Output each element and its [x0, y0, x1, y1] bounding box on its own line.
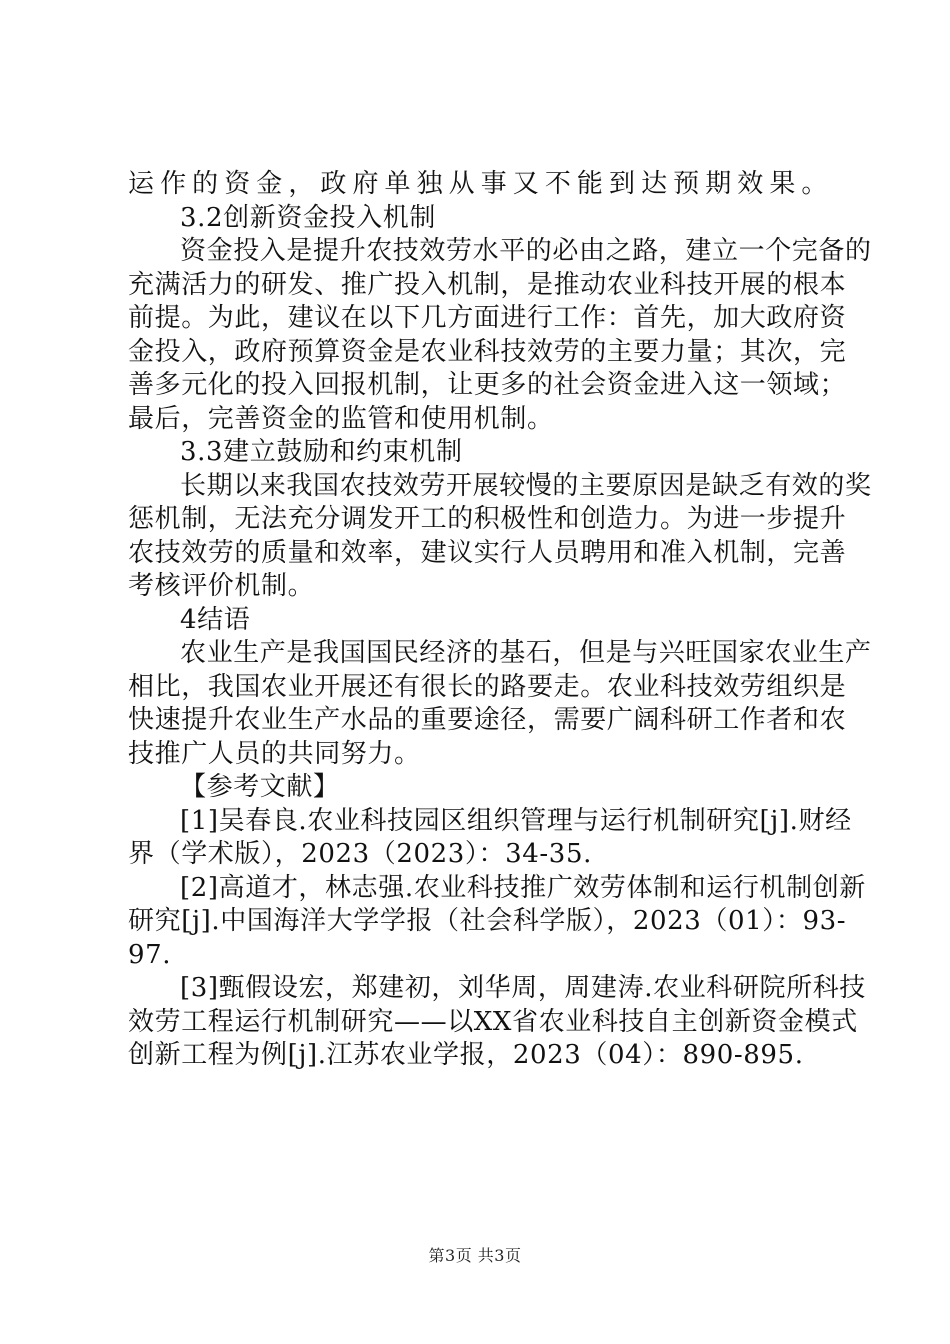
paragraph-line: 农技效劳的质量和效率，建议实行人员聘用和准入机制，完善 [128, 537, 847, 568]
paragraph-line: 惩机制，无法充分调发开工的积极性和创造力。为进一步提升 [128, 504, 847, 534]
reference-line: 创新工程为例[j].江苏农业学报，2023（04）：890-895. [128, 1040, 804, 1070]
paragraph-line: 农业生产是我国国民经济的基石，但是与兴旺国家农业生产 [180, 638, 872, 668]
paragraph-line: 充满活力的研发、推广投入机制，是推动农业科技开展的根本 [128, 269, 847, 300]
paragraph-line: 金投入，政府预算资金是农业科技效劳的主要力量；其次，完 [128, 336, 847, 367]
paragraph-line: 运作的资金，政府单独从事又不能到达预期效果。 [128, 169, 828, 199]
document-body [128, 168, 872, 1073]
paragraph-line: 前提。为此，建议在以下几方面进行工作：首先，加大政府资 [128, 303, 847, 333]
paragraph-line: 相比，我国农业开展还有很长的路要走。农业科技效劳组织是 [128, 671, 847, 702]
section-heading-3-2: 3.2创新资金投入机制 [180, 202, 436, 233]
reference-line: [2]高道才，林志强.农业科技推广效劳体制和运行机制创新 [180, 872, 866, 903]
paragraph-line: 资金投入是提升农技效劳水平的必由之路，建立一个完备的 [180, 236, 872, 266]
paragraph-line: 最后，完善资金的监管和使用机制。 [128, 403, 554, 434]
paragraph-line: 快速提升农业生产水品的重要途径，需要广阔科研工作者和农 [128, 705, 847, 735]
paragraph-line: 技推广人员的共同努力。 [128, 738, 421, 769]
reference-line: [3]甄假设宏，郑建初，刘华周，周建涛.农业科研院所科技 [180, 973, 866, 1003]
reference-line: 效劳工程运行机制研究——以XX省农业科技自主创新资金模式 [128, 1006, 858, 1037]
page-number-footer: 第3页 共3页 [428, 1246, 522, 1265]
reference-line: 界（学术版），2023（2023）：34-35. [128, 839, 592, 869]
reference-line: 97. [128, 939, 172, 970]
references-heading: 【参考文献】 [180, 772, 340, 802]
paragraph-line: 考核评价机制。 [128, 571, 315, 601]
paragraph-line: 善多元化的投入回报机制，让更多的社会资金进入这一领域； [128, 370, 847, 400]
paragraph-line: 长期以来我国农技效劳开展较慢的主要原因是缺乏有效的奖 [180, 470, 872, 501]
section-heading-4: 4结语 [180, 604, 251, 635]
reference-line: 研究[j].中国海洋大学学报（社会科学版），2023（01）：93- [128, 906, 847, 936]
reference-line: [1]吴春良.农业科技园区组织管理与运行机制研究[j].财经 [180, 805, 852, 836]
section-heading-3-3: 3.3建立鼓励和约束机制 [180, 437, 463, 467]
